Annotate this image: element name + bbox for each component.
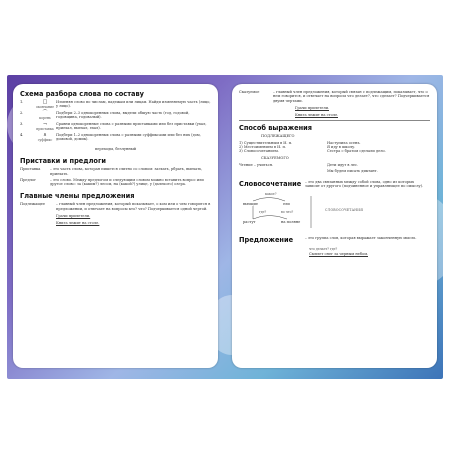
sentence-example xyxy=(309,252,430,256)
predicate-example: Чтение – учиться. xyxy=(239,162,274,167)
diagram-word: вьющие xyxy=(243,202,258,207)
item-number: 1. xyxy=(20,100,24,104)
analysis-item xyxy=(20,111,211,120)
definition-sentence: – это группа слов, которая выражает законченную мысль. xyxy=(305,236,417,241)
example-2: Книга лежит на столе. xyxy=(295,113,339,118)
example-sentence xyxy=(295,113,430,117)
subject-heading: ПОДЛЕЖАЩЕГО xyxy=(261,134,295,139)
item-text: Изменяя слово по числам, падежам или лицам. Найди изменяемую часть (лицо, у лицо). xyxy=(56,100,211,109)
definition-predicate: – главный член предложения, который связан с подлежащим, показывает, что о нем говорится, и отвечает на вопросы что делает?, что сделает? Подчеркивается двумя чертами. xyxy=(273,90,430,103)
subject-way: 3) Словосочетанием. xyxy=(239,149,279,154)
analysis-item xyxy=(20,100,211,109)
item-text: Сравни однокоренные слова с разными приставками или без приставки (ухал, приехал, выехал, ехал). xyxy=(56,122,207,131)
divider xyxy=(239,120,430,121)
example-1: Грачи прилетели. xyxy=(295,105,330,110)
diagram-word: растут xyxy=(243,220,256,225)
item-number: 3. xyxy=(20,122,24,126)
example-words: переходы, безлунный xyxy=(94,147,137,151)
diagram-question: во что? xyxy=(281,210,294,215)
example-sentence xyxy=(56,214,211,218)
diagram-label: СЛОВОСОЧЕТАНИЯ xyxy=(325,208,363,213)
left-page xyxy=(13,84,218,368)
diagram-word: на поляне xyxy=(281,220,301,225)
definition-prefix: – это часть слова, которая пишется слитно со словом: заехать, рбрать, выехать, приехать. xyxy=(50,167,203,176)
analysis-item xyxy=(20,122,211,131)
subject-example: Наступила осень. xyxy=(327,140,361,145)
section-title-sentence: Предложение xyxy=(239,236,294,245)
right-page xyxy=(232,84,437,368)
diagram-question: где? xyxy=(259,210,267,215)
subject-way: 1) Существительным в И. п. xyxy=(239,140,293,145)
item-sub: приставка xyxy=(36,127,54,131)
ending-icon: □ xyxy=(42,99,48,105)
term-predicate: Сказуемое xyxy=(239,90,260,94)
section-title-phrase: Словосочетание xyxy=(239,179,302,188)
item-sub: окончание xyxy=(35,105,55,109)
predicate-example: Дети идут в лес. xyxy=(327,162,359,167)
item-number: 4. xyxy=(20,133,24,137)
diagram-question: какое? xyxy=(265,192,277,197)
example-sentence xyxy=(56,221,211,225)
suffix-icon: ∧ xyxy=(43,132,47,138)
subject-example: Я иду в школу. xyxy=(327,145,356,150)
phrase-diagram xyxy=(239,190,430,230)
example-2: Книга лежит на столе. xyxy=(56,221,100,226)
subject-way: 2) Местоимением в И. п. xyxy=(239,145,287,150)
item-sub: корень xyxy=(39,116,51,120)
prefix-icon: ¬ xyxy=(42,121,48,127)
example-sentence xyxy=(295,106,430,110)
definition-subject: – главный член предложения, который показывает, о ком или о чем говорится в предложении, и отвечает на вопросы кто? что? Подчеркивается одной чертой. xyxy=(56,202,211,211)
section-title-prefixes: Приставки и предлоги xyxy=(20,157,107,166)
root-icon: ⌒ xyxy=(42,110,48,116)
item-text: Подбери 1–2 однокоренных слова с разными суффиксами или без них (дом, домовой, домик). xyxy=(56,133,201,142)
term-subject: Подлежащее xyxy=(20,202,45,207)
section-title-main-members: Главные члены предложения xyxy=(20,192,135,201)
definition-preposition: – это слово. Между предлогом и следующим словом можно вставить вопрос или другое слово: за (каким?) лесом, на (какой?) улице, у (далекого) озера. xyxy=(50,177,204,187)
term-prefix: Приставка xyxy=(20,167,41,172)
section-title-expression: Способ выражения xyxy=(239,124,313,133)
subject-example: Сестра с братом сделали дело. xyxy=(327,149,386,154)
example-1: Грачи прилетели. xyxy=(56,214,91,219)
example-sentence-text: Сыплет снег за черным небом. xyxy=(309,252,369,257)
analysis-item xyxy=(20,133,211,142)
term-preposition: Предлог xyxy=(20,177,37,182)
sentence-questions: что делает? где? xyxy=(309,247,338,252)
section-title-word-analysis: Схема разбора слова по составу xyxy=(20,90,144,98)
item-sub: суффикс xyxy=(37,138,53,142)
diagram-word: ели xyxy=(283,202,290,207)
item-text: Подбери 2–3 однокоренных слова, выдели общую часть (год, годовой, годовщина, годовалый). xyxy=(56,111,190,120)
predicate-heading: СКАЗУЕМОГО xyxy=(261,155,289,160)
definition-phrase: – это два связанных между собой слова, одно из которых зависит от другого (подчиненное и управляющее по смыслу). xyxy=(305,179,424,188)
predicate-example: Мы будем писать диктант. xyxy=(327,169,378,174)
item-number: 2. xyxy=(20,111,24,115)
